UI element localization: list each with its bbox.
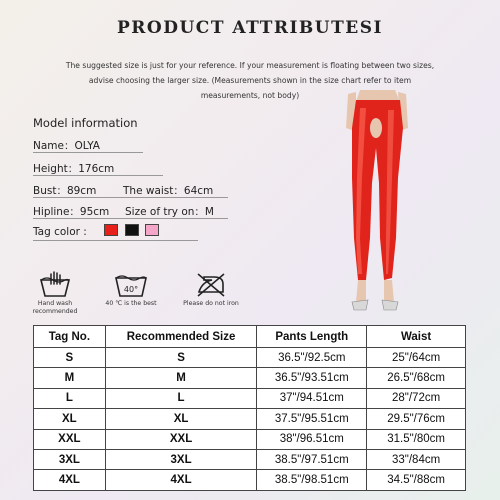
wash-40-icon (114, 270, 148, 298)
model-hipline: Hipline：95cm (33, 206, 110, 218)
model-name: Name：OLYA (33, 140, 100, 152)
table-cell: XL (34, 409, 106, 429)
table-cell: 38.5"/97.51cm (257, 449, 367, 469)
table-cell: 3XL (105, 449, 257, 469)
table-cell: 36.5"/92.5cm (257, 348, 367, 368)
model-photo (300, 88, 450, 320)
note-line-3: measurements, not body) (200, 91, 300, 100)
table-cell: 28"/72cm (367, 388, 466, 408)
table-cell: S (34, 348, 106, 368)
care-label: 40 ℃ is the best (105, 300, 157, 307)
column-header: Recommended Size (105, 326, 257, 348)
table-cell: 26.5"/68cm (367, 368, 466, 388)
column-header: Tag No. (34, 326, 106, 348)
page-title: PRODUCT ATTRIBUTESI (117, 18, 383, 38)
table-cell: 38.5"/98.51cm (257, 470, 367, 490)
tag-color-label: Tag color : (33, 226, 87, 238)
table-cell: L (105, 388, 257, 408)
hand-wash-icon (39, 270, 71, 298)
model-height: Height：176cm (33, 163, 115, 175)
care-wash-40 (86, 270, 176, 308)
table-cell: 36.5"/93.51cm (257, 368, 367, 388)
tag-color-swatch-red (104, 224, 118, 236)
table-row (34, 409, 466, 429)
model-foot-right (384, 280, 394, 302)
note-line-1: The suggested size is just for your reference. If your measurement is floating between two sizes, (65, 61, 435, 70)
model-try-on-size: Size of try on：M (125, 206, 214, 218)
table-cell: 25"/64cm (367, 348, 466, 368)
table-row (34, 348, 466, 368)
column-header: Pants Length (257, 326, 367, 348)
care-label: recommended (32, 308, 78, 315)
divider (33, 152, 143, 153)
model-foot-left (356, 280, 366, 302)
table-cell: M (105, 368, 257, 388)
cutout (370, 118, 382, 138)
shoe-right (382, 300, 398, 310)
model-info-heading: Model information (33, 116, 138, 130)
care-do-not-iron (166, 270, 256, 308)
model-waist: The waist：64cm (123, 185, 214, 197)
tag-color-swatch-pink (145, 224, 159, 236)
size-chart-table (33, 325, 466, 491)
table-body (34, 348, 466, 491)
care-label: Hand wash (37, 300, 73, 307)
table-cell: 4XL (34, 470, 106, 490)
shoe-left (352, 300, 368, 310)
model-bust: Bust：89cm (33, 185, 97, 197)
divider (33, 197, 228, 198)
table-cell: 37.5"/95.51cm (257, 409, 367, 429)
table-header-row (34, 326, 466, 348)
table-cell: 4XL (105, 470, 257, 490)
do-not-iron-icon (194, 270, 228, 298)
table-cell: XXL (105, 429, 257, 449)
wash-temperature: 40° (123, 285, 139, 294)
table-cell: L (34, 388, 106, 408)
table-row (34, 368, 466, 388)
table-cell: 29.5"/76cm (367, 409, 466, 429)
table-cell: 34.5"/88cm (367, 470, 466, 490)
table-cell: S (105, 348, 257, 368)
note-line-2: advise choosing the larger size. (Measurements shown in the size chart refer to item (88, 76, 412, 85)
table-row (34, 449, 466, 469)
tag-color-swatch-black (125, 224, 139, 236)
table-row (34, 388, 466, 408)
column-header: Waist (367, 326, 466, 348)
care-label: Please do not iron (183, 300, 239, 307)
divider (33, 240, 198, 241)
divider (33, 218, 228, 219)
table-cell: 3XL (34, 449, 106, 469)
table-cell: XL (105, 409, 257, 429)
divider (33, 175, 163, 176)
table-cell: M (34, 368, 106, 388)
table-cell: 33"/84cm (367, 449, 466, 469)
table-cell: 38"/96.51cm (257, 429, 367, 449)
table-cell: 31.5"/80cm (367, 429, 466, 449)
table-cell: 37"/94.51cm (257, 388, 367, 408)
table-cell: XXL (34, 429, 106, 449)
table-row (34, 470, 466, 490)
table-row (34, 429, 466, 449)
